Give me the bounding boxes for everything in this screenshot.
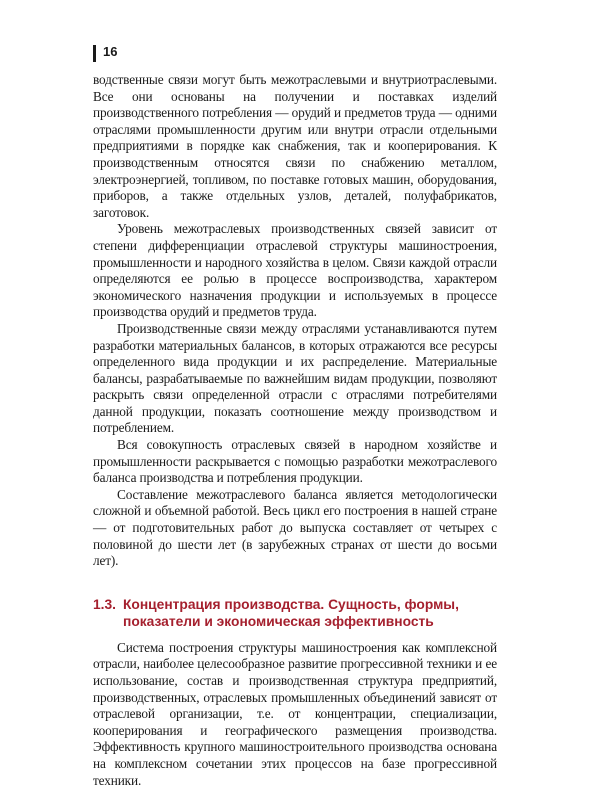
section-title-line2: показатели и экономическая эффективность [123, 613, 434, 629]
page-number-marker [93, 45, 96, 62]
paragraph: Производственные связи между отраслями устанавливаются путем разработки материальных балансов, в которых отражаются все ресурсы определенного вида продукции и их распределение. Материальные балансы, разрабатываемые по важнейшим видам продукции, позволяют раскрыть связи определенной отрасли с отраслями потребителями данной продукции, показать соотношение между производством и потреблением. [93, 320, 497, 436]
page-number: 16 [103, 44, 118, 59]
section-heading [93, 596, 497, 630]
paragraph: водственные связи могут быть межотраслевыми и внутриотраслевыми. Все они основаны на получении и поставках изделий производственного потребления — орудий и предметов труда — одними отраслями промышленности другим или внутри отрасли отдельными предприятиями в порядке как снабжения, так и кооперирования. К производственным относятся связи по снабжению металлом, электроэнергией, топливом, по поставке готовых машин, оборудования, приборов, а также отдельных узлов, деталей, полуфабрикатов, заготовок. [93, 72, 497, 220]
section-number: 1.3. [93, 596, 117, 612]
paragraph: Составление межотраслевого баланса является методологически сложной и объемной работой. Весь цикл его построения в нашей стране — от подготовительных работ до выпуска составляет от четырех с половиной до шести лет (в зарубежных странах от шести до восьми лет). [93, 486, 497, 569]
paragraph: Система построения структуры машиностроения как комплексной отрасли, наиболее целесообразное развитие прогрессивной техники и ее использование, состав и производственная структура предприятий, производственных, отраслевых промышленных объединений зависят от отраслевой организации, т.е. от концентрации, специализации, кооперирования и географического размещения производства. Эффективность крупного машиностроительного производства основана на комплексном сочетании этих процессов на базе прогрессивной техники. [93, 639, 497, 788]
section-title-line1: Концентрация производства. Сущность, формы, [123, 596, 459, 612]
paragraph: Уровень межотраслевых производственных связей зависит от степени дифференциации отраслевой структуры машиностроения, промышленности и народного хозяйства в целом. Связи каждой отрасли определяются ее ролью в процессе воспроизводства, характером экономического назначения продукции и используемых в процессе производства орудий и предметов труда. [93, 221, 497, 320]
page-body [93, 72, 497, 789]
paragraph: Вся совокупность отраслевых связей в народном хозяйстве и промышленности раскрывается с помощью разработки межотраслевого баланса производства и потребления продукции. [93, 437, 497, 486]
